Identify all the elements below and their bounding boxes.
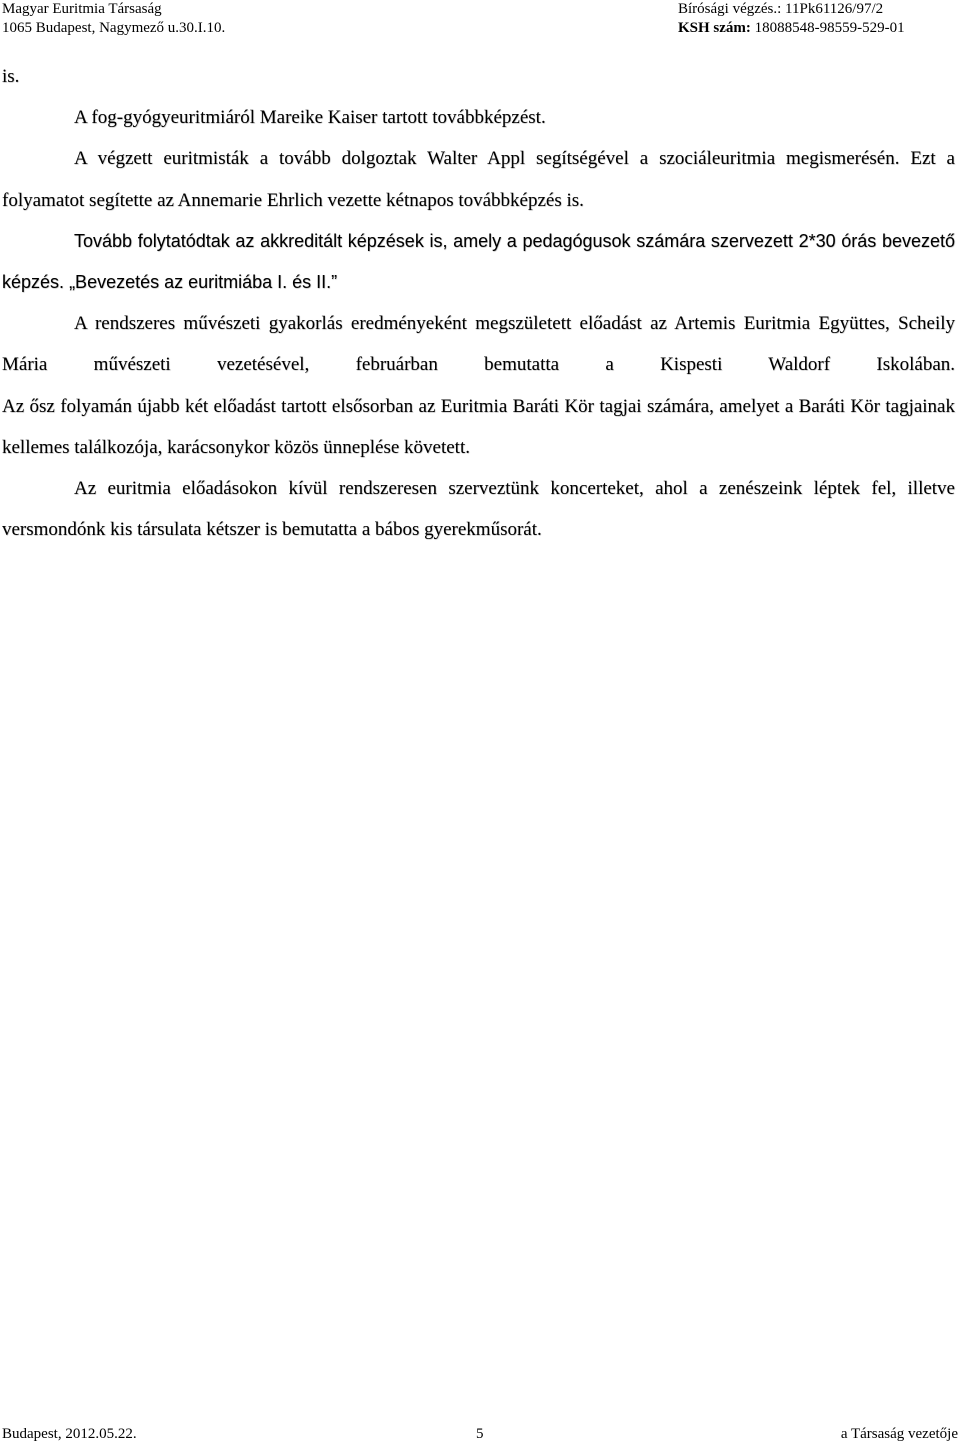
header-right — [678, 0, 905, 38]
ksh-label: KSH szám: — [678, 20, 751, 36]
page-header — [0, 0, 960, 40]
court-ruling: Bírósági végzés.: 11Pk61126/97/2 — [678, 1, 884, 17]
ksh-number: 18088548-98559-529-01 — [754, 20, 905, 36]
footer-page-number: 5 — [476, 1426, 484, 1442]
page-footer — [0, 1424, 960, 1444]
paragraph-concerts: Az euritmia előadásokon kívül rendszeresen szerveztünk koncerteket, ahol a zenészeink léptek fel, illetve versmondónk kis társulata kétszer is bemutatta a bábos gyerekműsorát. — [2, 478, 955, 541]
organization-name: Magyar Euritmia Társaság — [2, 1, 162, 17]
paragraph-social-eurythmy: A végzett euritmisták a tovább dolgoztak Walter Appl segítségével a szociáleuritmia megismerésén. Ezt a folyamatot segítette az Annemarie Ehrlich vezette kétnapos továbbképzés is. — [2, 148, 955, 211]
header-left — [2, 0, 225, 38]
footer-signature-label: a Társaság vezetője — [840, 1426, 958, 1442]
organization-address: 1065 Budapest, Nagymező u.30.I.10. — [2, 20, 226, 36]
paragraph-continuation: is. — [2, 66, 20, 87]
ksh-line — [678, 19, 905, 38]
training-text: Tovább folytatódtak az akkreditált képzések is, amely a pedagógusok számára szervezett 2*30 órás bevezető képzés. — [2, 230, 955, 293]
document-body — [2, 56, 955, 550]
paragraph-autumn-performances: Az ősz folyamán újabb két előadást tartott elsősorban az Euritmia Baráti Kör tagjai számára, amelyet a Baráti Kör tagjainak kellemes találkozója, karácsonykor közös ünneplése követett. — [2, 395, 955, 458]
footer-place-date: Budapest, 2012.05.22. — [2, 1426, 137, 1442]
paragraph-accredited-training — [2, 221, 955, 303]
paragraph-dental-eurythmy: A fog-gyógyeuritmiáról Mareike Kaiser tartott továbbképzést. — [74, 107, 546, 129]
paragraph-artemis-ensemble: A rendszeres művészeti gyakorlás eredményeként megszületett előadást az Artemis Euritmia Együttes, Scheily Mária művészeti vezetésével, februárban bemutatta a Kispesti Waldorf Iskolában. — [2, 313, 955, 376]
training-course-title: „Bevezetés az euritmiába I. és II.” — [69, 272, 338, 293]
